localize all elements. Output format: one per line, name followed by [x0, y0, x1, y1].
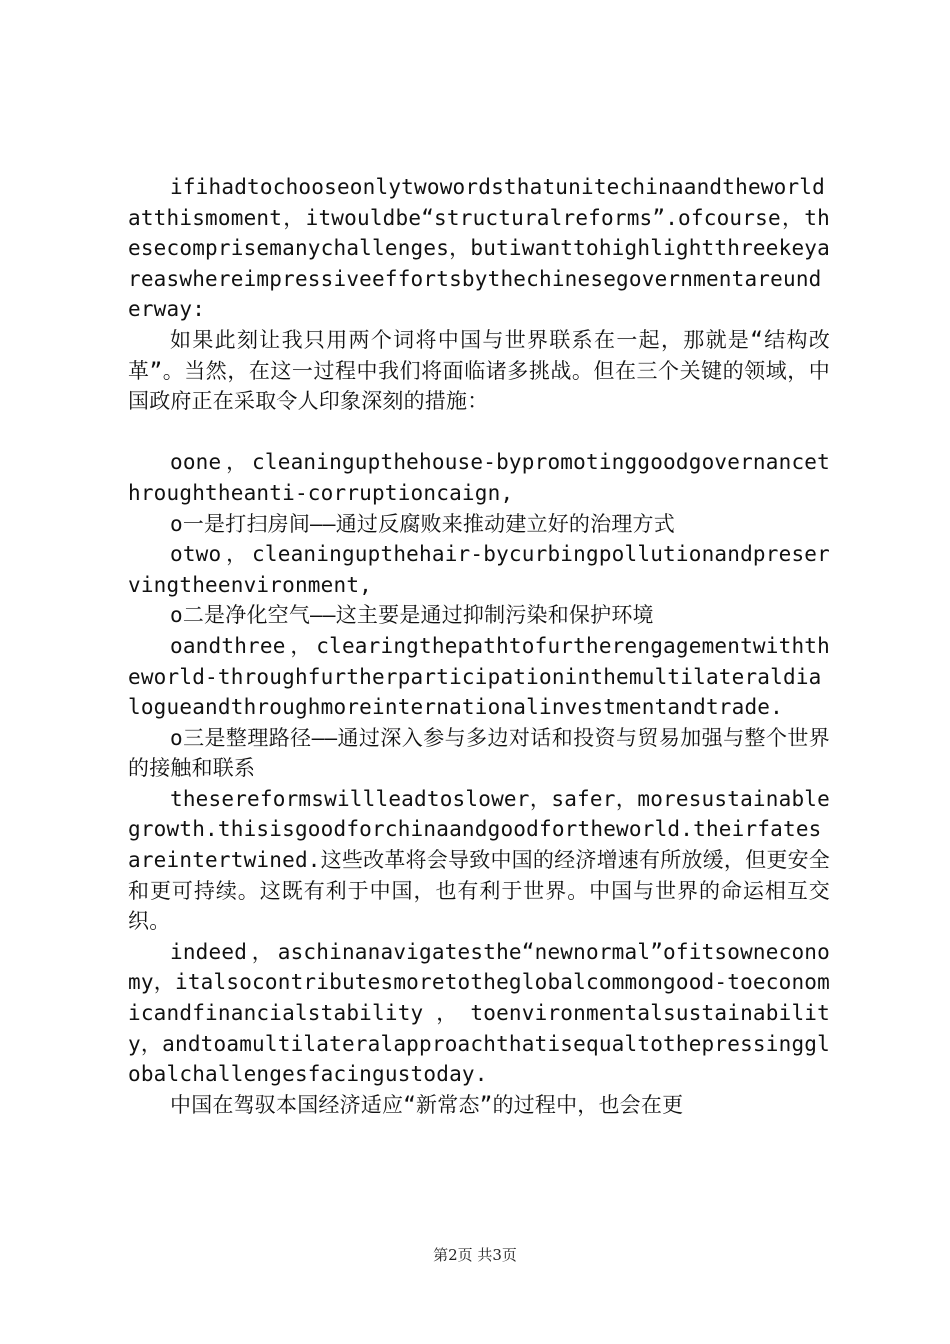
- paragraph-chinese-intro: 如果此刻让我只用两个词将中国与世界联系在一起，那就是“结构改革”。当然，在这一过程中我们将面临诸多挑战。但在三个关键的领域，中国政府正在采取令人印象深刻的措施：: [128, 327, 830, 414]
- paragraph-point-two-english: otwo，cleaningupthehair-bycurbingpollutionandpreservingtheenvironment,: [128, 542, 830, 597]
- paragraph-point-one-chinese: o一是打扫房间——通过反腐败来推动建立好的治理方式: [170, 511, 675, 536]
- page-number-footer: 第2页 共3页: [433, 1246, 517, 1264]
- paragraph-new-normal-chinese: 中国在驾驭本国经济适应“新常态”的过程中，也会在更: [170, 1092, 684, 1117]
- paragraph-english-intro: ifihadtochooseonlytwowordsthatunitechinaandtheworldatthismoment，itwouldbe“structuralreforms”.ofcourse，thesecomprisemanychallenges，butiwanttohighlightthreekeyareaswhereimpressiveeffortsbythechinesegovernmentareunderway:: [128, 175, 830, 322]
- paragraph-point-two-chinese: o二是净化空气——这主要是通过抑制污染和保护环境: [170, 603, 654, 628]
- document-body: [128, 172, 830, 1120]
- paragraph-reforms-summary: thesereformswillleadtoslower，safer，moresustainablegrowth.thisisgoodforchinaandgoodfortheworld.theirfatesareintertwined.这些改革将会导致中国的经济增速有所放缓，但更安全和更可持续。这既有利于中国，也有利于世界。中国与世界的命运相互交织。: [128, 786, 830, 934]
- blank-line: [128, 417, 830, 448]
- paragraph-point-three-english: oandthree，clearingthepathtofurtherengagementwiththeworld-throughfurtherparticipationinthemultilateraldialogueandthroughmoreinternationalinvestmentandtrade.: [128, 633, 830, 720]
- paragraph-point-three-chinese: o三是整理路径——通过深入参与多边对话和投资与贸易加强与整个世界的接触和联系: [128, 725, 830, 781]
- paragraph-point-one-english: oone，cleaningupthehouse-bypromotinggoodgovernancethroughtheanti-corruptioncaign,: [128, 450, 830, 505]
- paragraph-new-normal-english: indeed，aschinanavigatesthe“newnormal”ofitsowneconomy，italsocontributesmoretotheglobalcommongood-toeconomicandfinancialstability，toenvironmentalsustainability，andtoamultilateralapproachthatisequaltothepressingglobalchallengesfacingustoday.: [128, 939, 830, 1087]
